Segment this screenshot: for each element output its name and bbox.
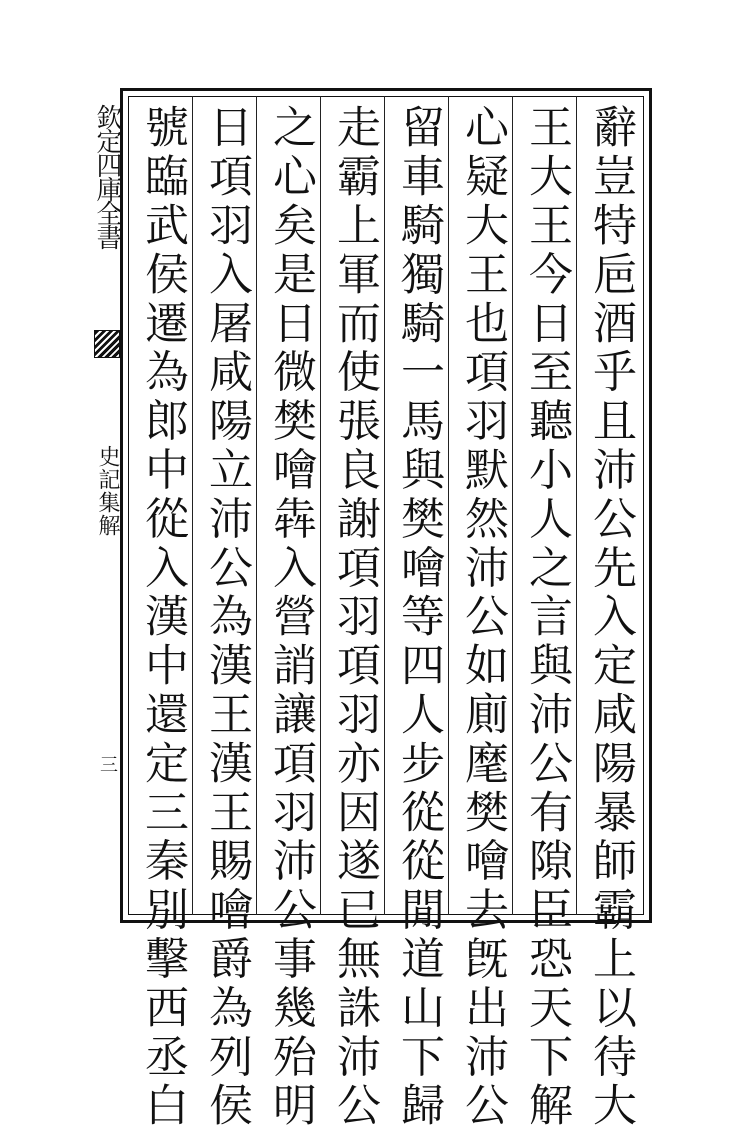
page-number: 三 [97,755,118,773]
column-rule [512,96,513,915]
text-column-2: 王大王今日至聽小人之言與沛公有隙臣恐天下解 [521,104,572,1131]
column-rule [576,96,577,915]
book-title: 史記集解 [95,445,120,537]
column-rule [384,96,385,915]
text-column-3: 心疑大王也項羽默然沛公如廁麾樊噲去旣出沛公 [457,104,508,1131]
fishtail-mark [94,330,120,358]
text-column-7: 日項羽入屠咸陽立沛公為漢王漢王賜噲爵為列侯 [201,104,252,1131]
column-rule [256,96,257,915]
text-column-5: 走霸上軍而使張良謝項羽項羽亦因遂已無誅沛公 [329,104,380,1131]
text-column-1: 辭豈特巵酒乎且沛公先入定咸陽暴師霸上以待大 [585,104,636,1131]
column-rule [320,96,321,915]
collection-title: 欽定四庫全書 [92,104,122,248]
text-column-8: 號臨武侯遷為郎中從入漢中還定三秦別擊西丞白 [137,104,188,1131]
text-column-6: 之心矣是日微樊噲犇入營誚讓項羽沛公事幾殆明 [265,104,316,1131]
column-rule [448,96,449,915]
column-rule [192,96,193,915]
text-column-4: 留車騎獨騎一馬與樊噲等四人步從從閒道山下歸 [393,104,444,1131]
